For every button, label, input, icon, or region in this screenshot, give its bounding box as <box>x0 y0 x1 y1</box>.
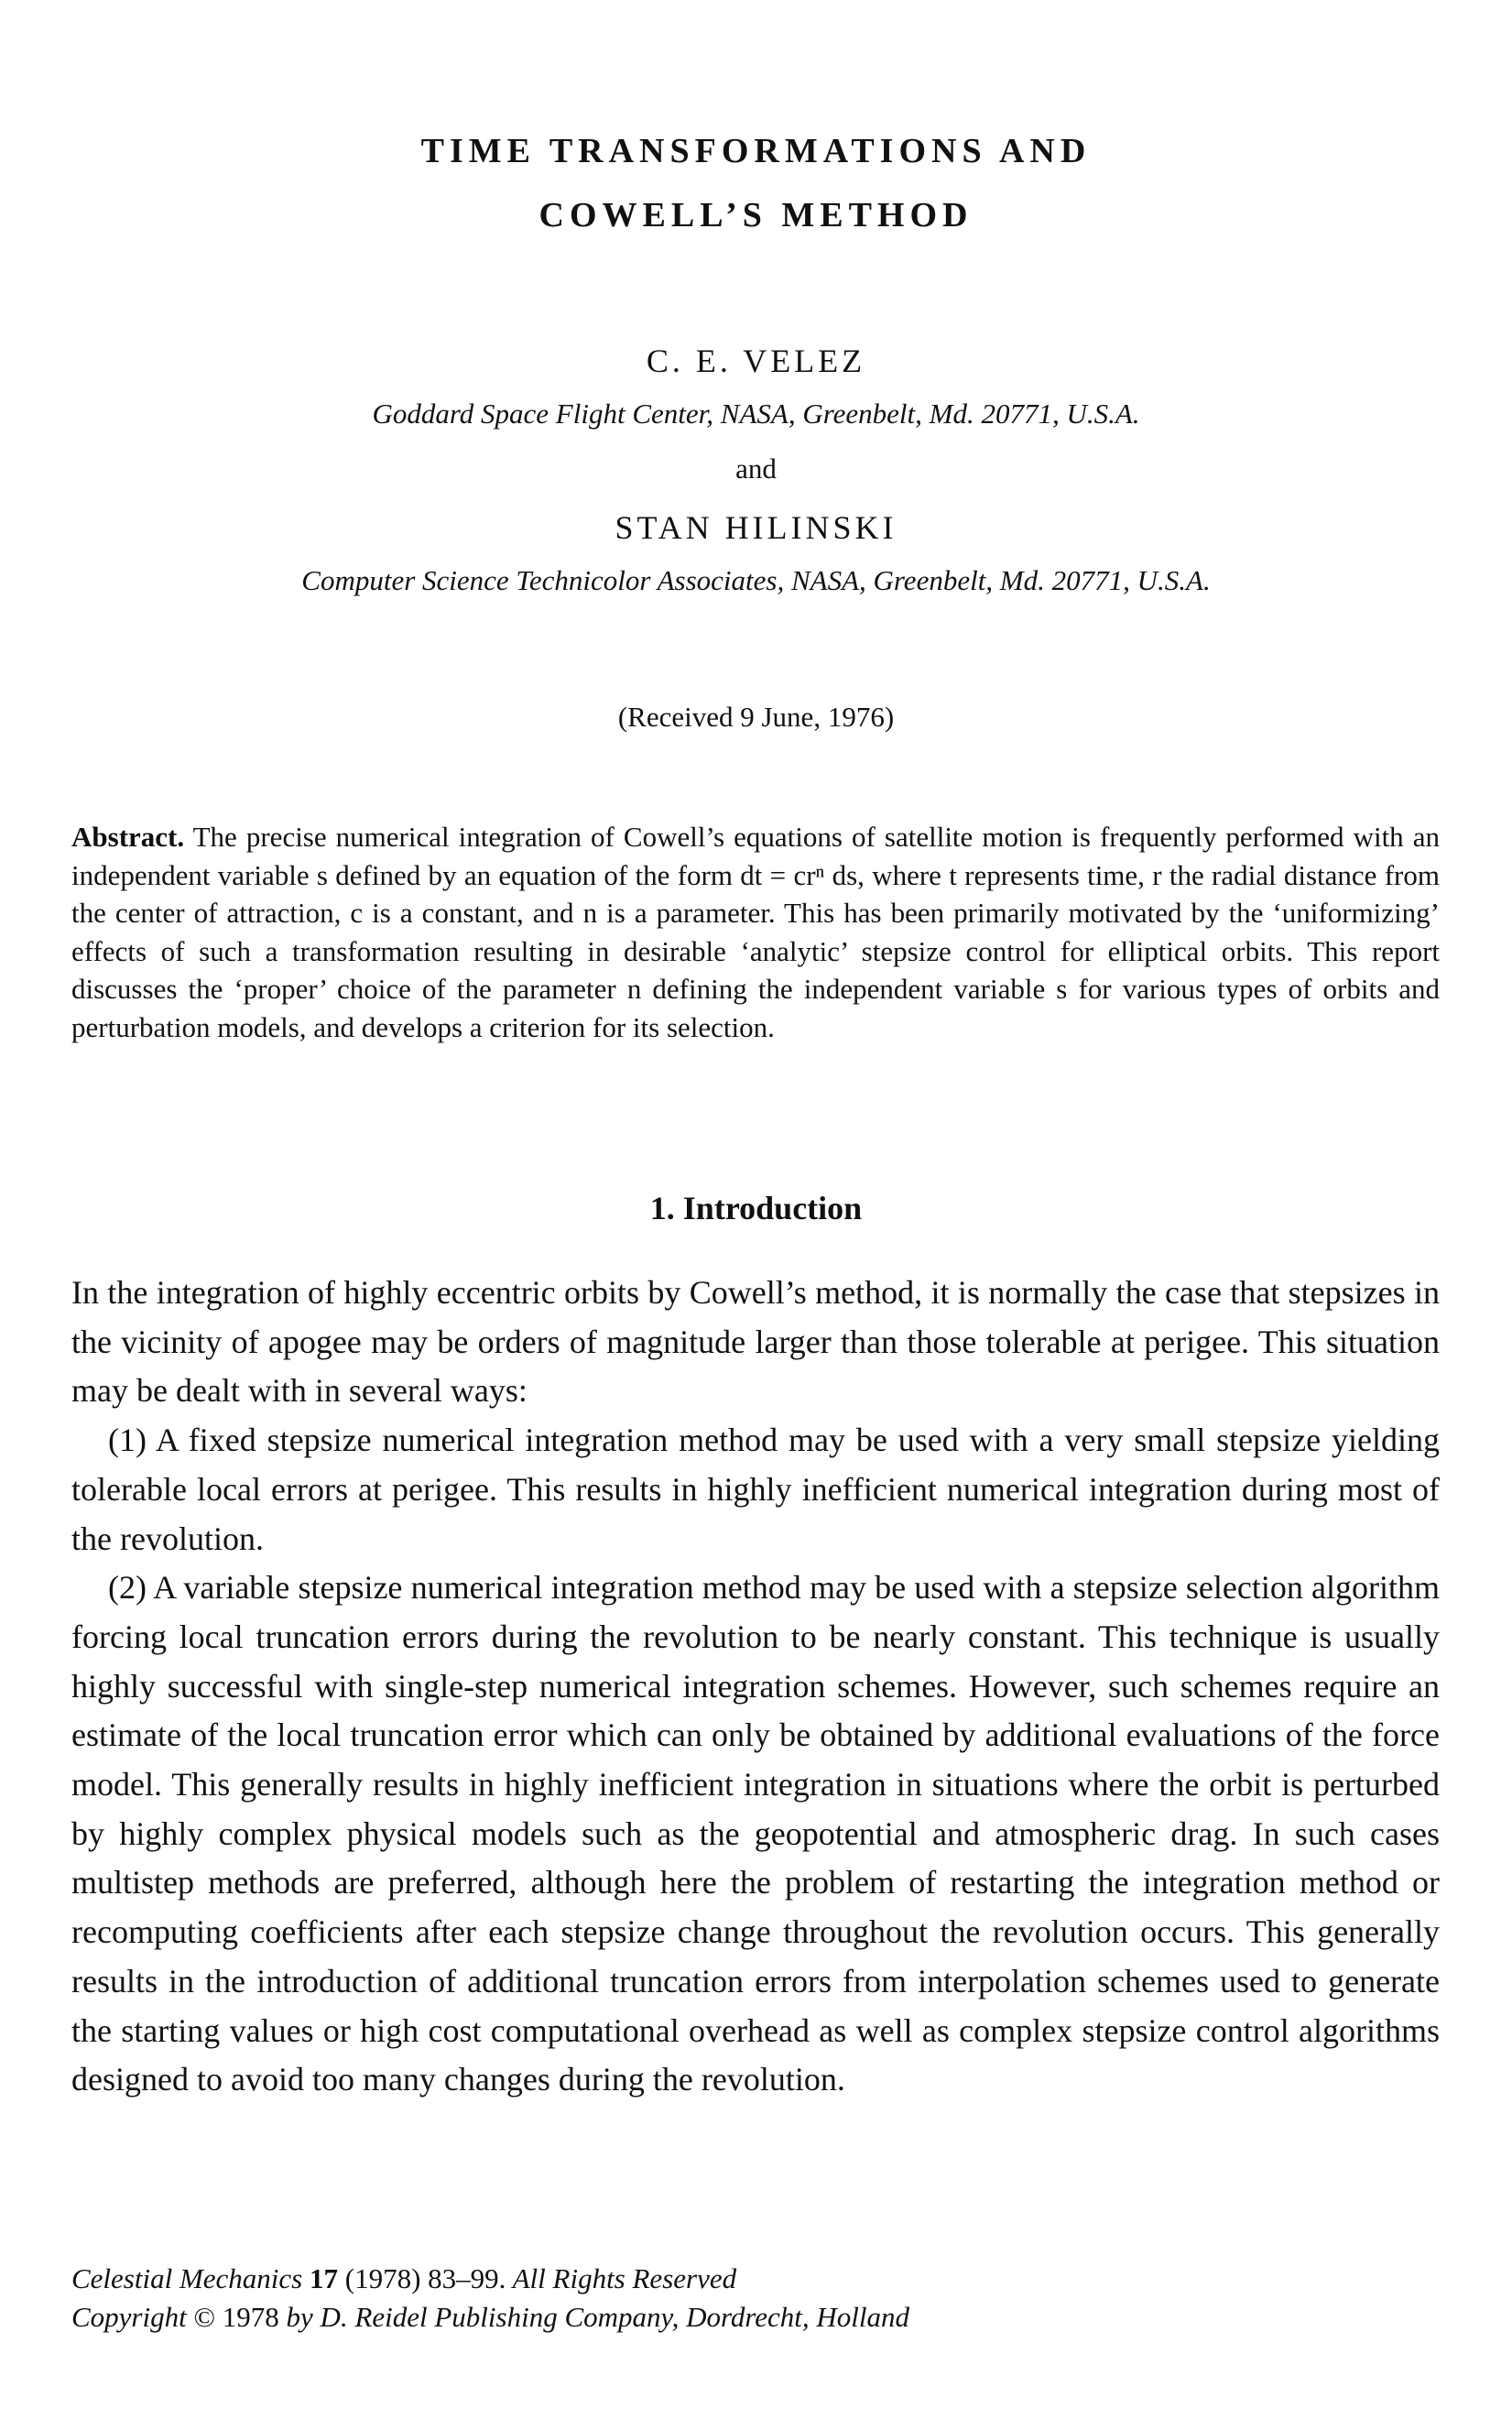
copyright-label: Copyright <box>71 2301 187 2333</box>
abstract-text: The precise numerical integration of Cowell’s equations of satellite motion is frequently performed with an independent variable s defined by an equation of the form dt = crⁿ ds, where t represents time, r the radial distance from the center of attraction, c is a constant, and n is a parameter. This has been primarily motivated by the ‘uniformizing’ effects of such a transformation resulting in desirable ‘analytic’ stepsize control for elliptical orbits. This report discusses the ‘proper’ choice of the parameter n defining the independent variable s for various types of orbits and perturbation models, and develops a criterion for its selection. <box>71 821 1440 1043</box>
journal-volume: 17 <box>310 2262 338 2294</box>
intro-paragraph-2: (1) A fixed stepsize numerical integration method may be used with a very small stepsize yielding tolerable local errors at perigee. This results in highly inefficient numerical integration during most of the revolution. <box>71 1422 1440 1557</box>
author-name-1: C. E. VELEZ <box>646 343 866 379</box>
journal-pages: (1978) 83–99. <box>344 2262 506 2294</box>
author-name-2: STAN HILINSKI <box>615 509 897 546</box>
copyright-year: 1978 <box>222 2301 279 2333</box>
author-affiliation-2: Computer Science Technicolor Associates, NASA, Greenbelt, Md. 20771, U.S.A. <box>301 564 1211 596</box>
author-affiliation-1: Goddard Space Flight Center, NASA, Greenbelt, Md. 20771, U.S.A. <box>372 398 1140 430</box>
section-title: 1. Introduction <box>649 1190 863 1226</box>
publisher: by D. Reidel Publishing Company, Dordrecht, Holland <box>286 2301 910 2333</box>
intro-paragraph-3: (2) A variable stepsize numerical integration method may be used with a stepsize selection algorithm forcing local truncation errors during the revolution to be nearly constant. This technique is usually highly successful with single-step numerical integration schemes. However, such schemes require an estimate of the local truncation error which can only be obtained by additional evaluations of the force model. This generally results in highly inefficient integration in situations where the orbit is perturbed by highly complex physical models such as the geopotential and atmospheric drag. In such cases multistep methods are preferred, although here the problem of restarting the integration method or recomputing coefficients after each stepsize change throughout the revolution occurs. This generally results in the introduction of additional truncation errors from interpolation schemes used to generate the starting values or high cost computational overhead as well as complex stepsize control algorithms designed to avoid too many changes during the revolution. <box>71 1569 1440 2098</box>
author-separator: and <box>735 452 777 485</box>
abstract-label: Abstract. <box>71 821 185 853</box>
journal-citation <box>71 2262 736 2295</box>
introduction-body <box>71 1269 1440 2105</box>
copyright-line <box>71 2301 909 2334</box>
title-line-2: COWELL’S METHOD <box>538 196 974 234</box>
copyright-symbol: © <box>193 2301 216 2333</box>
received-date: (Received 9 June, 1976) <box>617 701 895 733</box>
title-line-1: TIME TRANSFORMATIONS AND <box>420 132 1092 170</box>
journal-name: Celestial Mechanics <box>71 2262 303 2294</box>
rights-statement: All Rights Reserved <box>512 2262 737 2294</box>
intro-paragraph-1: In the integration of highly eccentric orbits by Cowell’s method, it is normally the case that stepsizes in the vicinity of apogee may be orders of magnitude larger than those tolerable at perigee. This situation may be dealt with in several ways: <box>71 1274 1440 1410</box>
abstract <box>71 818 1440 1046</box>
